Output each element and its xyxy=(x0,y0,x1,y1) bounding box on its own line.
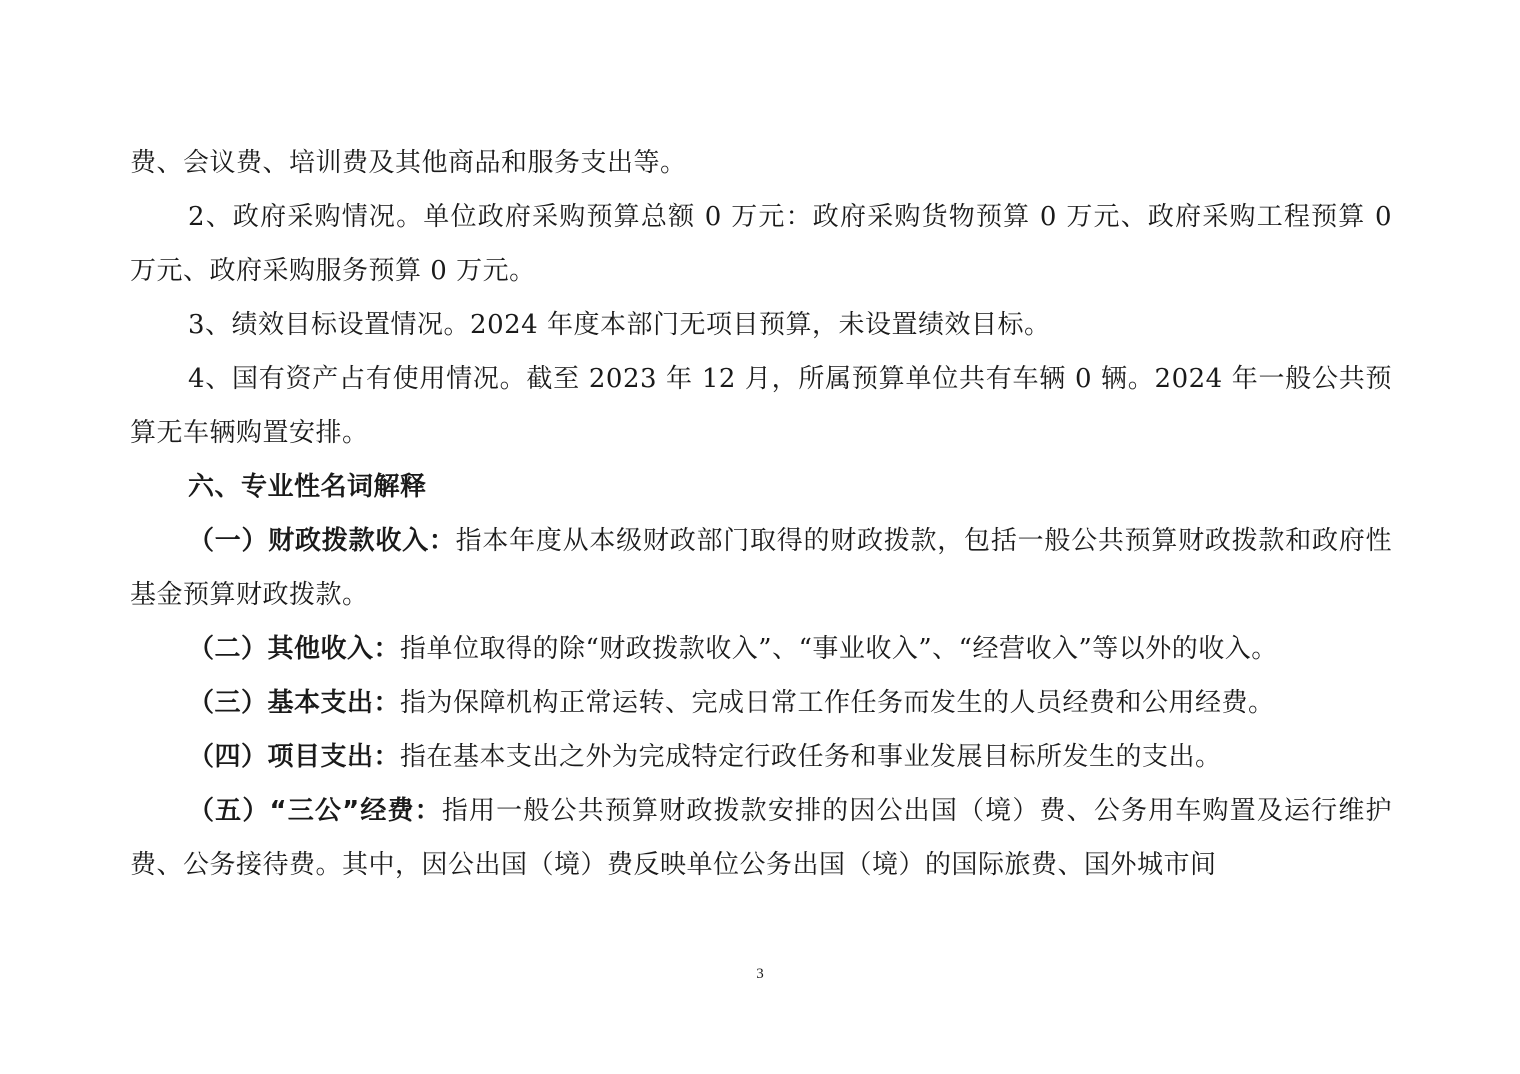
definition-basic-expenditure xyxy=(130,676,1392,730)
paragraph-government-procurement: 2、政府采购情况。单位政府采购预算总额 0 万元：政府采购货物预算 0 万元、政府采购工程预算 0 万元、政府采购服务预算 0 万元。 xyxy=(130,202,1392,286)
definition-text: 指本年度从本级财政部门取得的财政拨款，包括一般公共预算财政拨款和政府性基金预算财政拨款。 xyxy=(130,526,1392,610)
document-body xyxy=(130,136,1392,892)
paragraph-continuation: 费、会议费、培训费及其他商品和服务支出等。 xyxy=(130,148,687,178)
definition-term: （二）其他收入： xyxy=(188,634,401,664)
definition-text: 指在基本支出之外为完成特定行政任务和事业发展目标所发生的支出。 xyxy=(400,742,1222,772)
definition-term: （五）“三公”经费： xyxy=(188,796,442,826)
definition-project-expenditure xyxy=(130,730,1392,784)
page-number: 3 xyxy=(756,966,764,982)
definition-three-public-expenses xyxy=(130,784,1392,892)
definition-text: 指为保障机构正常运转、完成日常工作任务而发生的人员经费和公用经费。 xyxy=(400,688,1275,718)
paragraph-state-assets: 4、国有资产占有使用情况。截至 2023 年 12 月，所属预算单位共有车辆 0 辆。2024 年一般公共预算无车辆购置安排。 xyxy=(130,364,1392,448)
definition-fiscal-appropriation-income xyxy=(130,514,1392,622)
definition-term: （三）基本支出： xyxy=(188,688,401,718)
definition-term: （四）项目支出： xyxy=(188,742,401,772)
definition-text: 指单位取得的除“财政拨款收入”、“事业收入”、“经营收入”等以外的收入。 xyxy=(400,634,1278,664)
definition-text: 指用一般公共预算财政拨款安排的因公出国（境）费、公务用车购置及运行维护费、公务接待费。其中，因公出国（境）费反映单位公务出国（境）的国际旅费、国外城市间 xyxy=(130,796,1392,880)
definition-other-income xyxy=(130,622,1392,676)
section-heading: 六、专业性名词解释 xyxy=(188,472,427,502)
paragraph-performance-targets: 3、绩效目标设置情况。2024 年度本部门无项目预算，未设置绩效目标。 xyxy=(188,310,1051,340)
definition-term: （一）财政拨款收入： xyxy=(188,526,456,556)
